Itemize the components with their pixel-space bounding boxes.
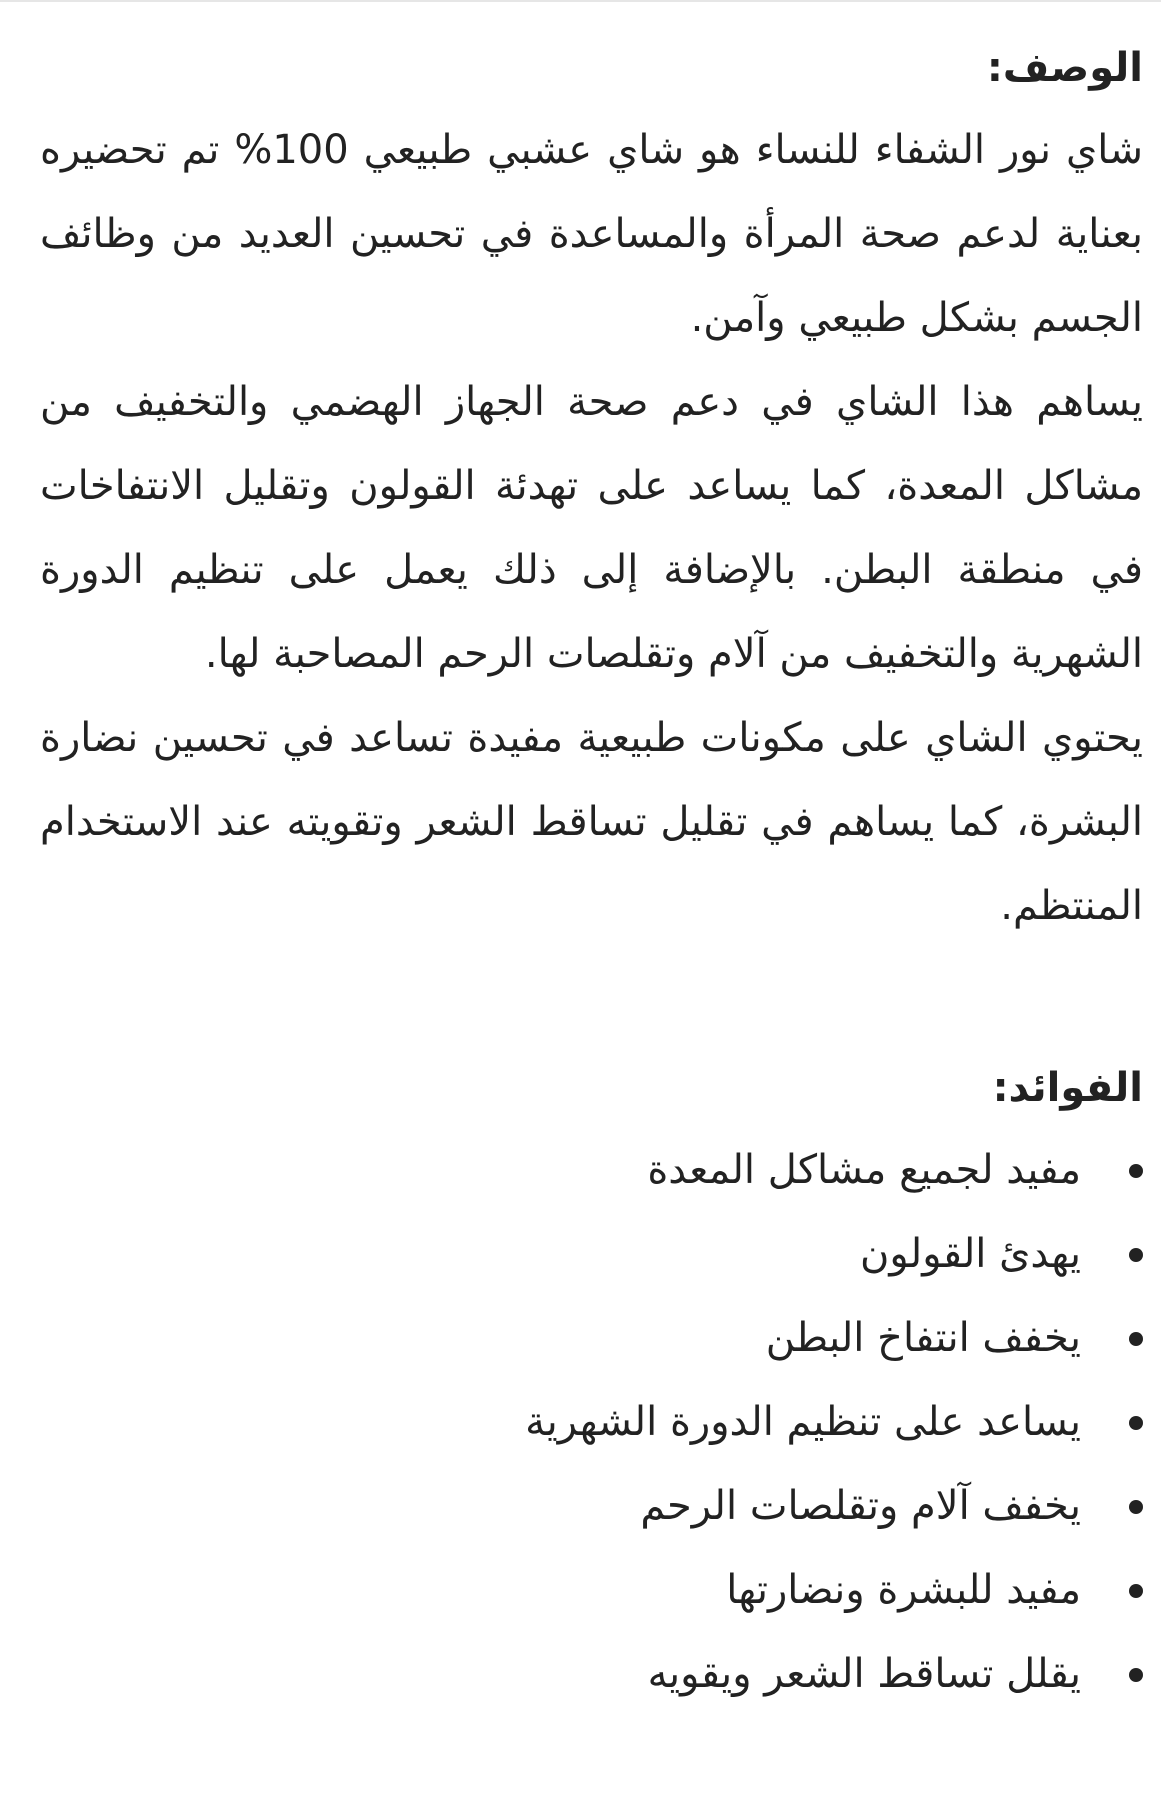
- description-paragraph-1: شاي نور الشفاء للنساء هو شاي عشبي طبيعي 100% تم تحضيره بعناية لدعم صحة المرأة والمساعدة في تحسين العديد من وظائف الجسم بشكل طبيعي وآمن.: [40, 127, 1143, 341]
- bullet-icon: [1129, 1248, 1143, 1262]
- benefit-text: مفيد لجميع مشاكل المعدة: [647, 1147, 1081, 1193]
- top-divider: [0, 0, 1161, 2]
- description-paragraph-2: يساهم هذا الشاي في دعم صحة الجهاز الهضمي والتخفيف من مشاكل المعدة، كما يساعد على تهدئة القولون وتقليل الانتفاخات في منطقة البطن. بالإضافة إلى ذلك يعمل على تنظيم الدورة الشهرية والتخفيف من آلام وتقلصات الرحم المصاحبة لها.: [40, 379, 1143, 677]
- benefits-heading: الفوائد:: [992, 1065, 1143, 1111]
- benefit-text: مفيد للبشرة ونضارتها: [726, 1567, 1081, 1613]
- bullet-icon: [1129, 1584, 1143, 1598]
- list-item: [40, 1464, 1143, 1548]
- bullet-icon: [1129, 1416, 1143, 1430]
- list-item: [40, 1548, 1143, 1632]
- description-paragraph-3: يحتوي الشاي على مكونات طبيعية مفيدة تساعد في تحسين نضارة البشرة، كما يساهم في تقليل تساقط الشعر وتقويته عند الاستخدام المنتظم.: [40, 715, 1143, 929]
- list-item: [40, 1128, 1143, 1212]
- benefits-section: [40, 1048, 1143, 1716]
- benefits-list: [40, 1128, 1143, 1716]
- section-spacer: [40, 948, 1143, 1048]
- list-item: [40, 1380, 1143, 1464]
- benefit-text: يخفف انتفاخ البطن: [765, 1315, 1081, 1361]
- list-item: [40, 1212, 1143, 1296]
- description-heading: الوصف:: [986, 45, 1143, 91]
- list-item: [40, 1632, 1143, 1716]
- benefit-text: يقلل تساقط الشعر ويقويه: [647, 1651, 1081, 1697]
- product-description: [40, 28, 1143, 1716]
- benefit-text: يساعد على تنظيم الدورة الشهرية: [525, 1399, 1081, 1445]
- bullet-icon: [1129, 1668, 1143, 1682]
- benefit-text: يخفف آلام وتقلصات الرحم: [640, 1483, 1081, 1529]
- description-section: [40, 28, 1143, 948]
- bullet-icon: [1129, 1332, 1143, 1346]
- list-item: [40, 1296, 1143, 1380]
- bullet-icon: [1129, 1500, 1143, 1514]
- bullet-icon: [1129, 1164, 1143, 1178]
- benefit-text: يهدئ القولون: [859, 1231, 1081, 1277]
